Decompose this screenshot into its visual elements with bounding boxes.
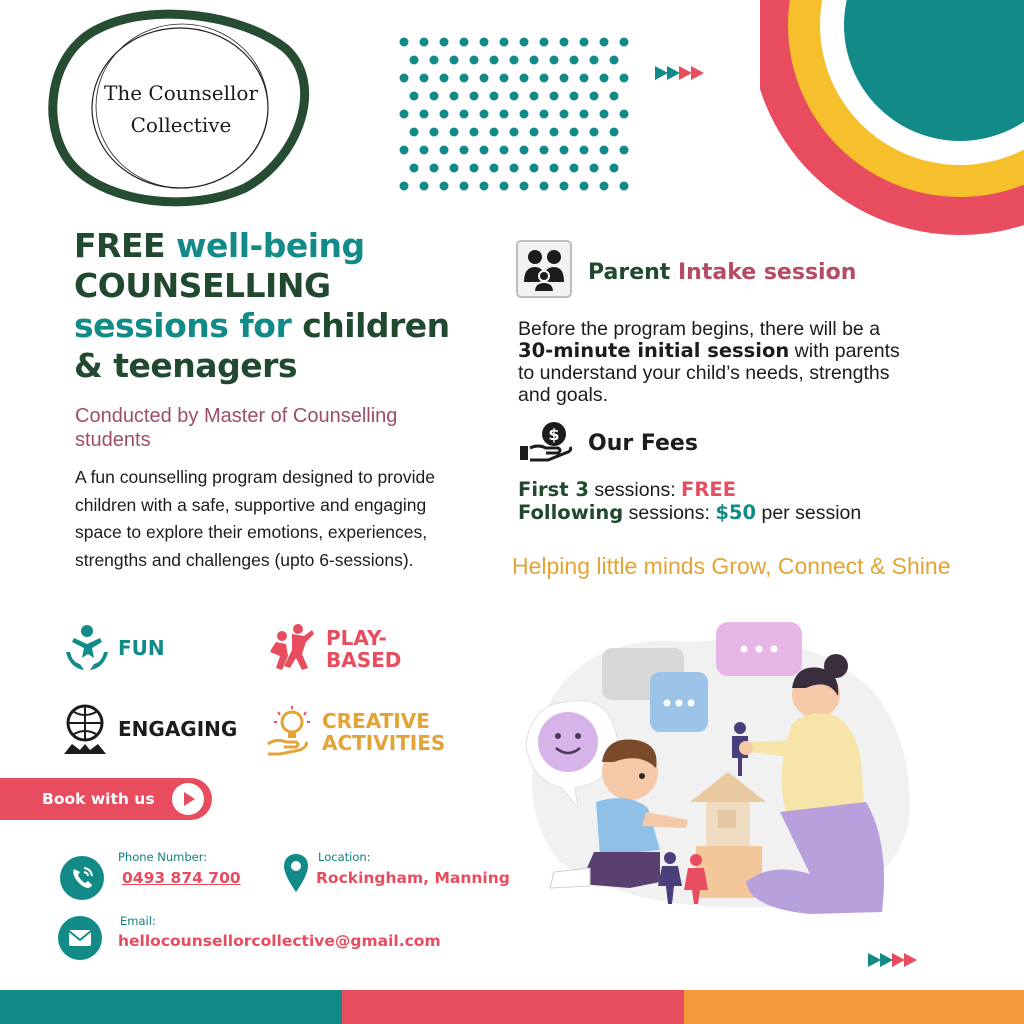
pattern-dot <box>500 182 509 191</box>
email-label: Email: <box>120 914 156 928</box>
pattern-dot <box>460 74 469 83</box>
family-icon <box>516 240 572 298</box>
pattern-dot <box>520 110 529 119</box>
pattern-dot <box>520 146 529 155</box>
pattern-dot <box>590 128 599 137</box>
location-pin-icon <box>284 854 308 892</box>
fees-line-following <box>518 502 918 525</box>
pattern-dot <box>610 56 619 65</box>
feature-fun <box>118 637 165 659</box>
location-label: Location: <box>318 850 371 864</box>
feature-creative <box>322 710 445 754</box>
pattern-dot <box>400 38 409 47</box>
intake-description <box>518 318 918 406</box>
pattern-dot <box>560 146 569 155</box>
puzzle-globe-icon <box>62 704 108 756</box>
play-icon <box>172 783 204 815</box>
pattern-dot <box>440 182 449 191</box>
phone-label: Phone Number: <box>118 850 208 864</box>
pattern-dot <box>530 164 539 173</box>
fees-line2-mid: sessions: <box>623 501 716 524</box>
pattern-dot <box>460 110 469 119</box>
pattern-dot <box>570 92 579 101</box>
pattern-dot <box>420 74 429 83</box>
pattern-dot <box>620 110 629 119</box>
headline-sessions-for: sessions for <box>74 306 303 345</box>
pattern-dot <box>580 38 589 47</box>
pattern-dot <box>510 128 519 137</box>
pattern-dot <box>430 164 439 173</box>
pattern-dot <box>610 92 619 101</box>
logo-text-line1: The Counsellor <box>103 81 258 105</box>
pattern-dot <box>590 164 599 173</box>
pattern-dot <box>410 164 419 173</box>
rainbow-rings <box>760 0 1024 240</box>
program-description: A fun counselling program designed to provide children with a safe, supportive and engaging space to explore their emotions, experiences, strengths and challenges (upto 6-sessions). <box>75 467 435 570</box>
pattern-dot <box>520 182 529 191</box>
pattern-dot <box>410 56 419 65</box>
pattern-dot <box>600 182 609 191</box>
pattern-dot <box>470 164 479 173</box>
fees-lines <box>518 479 918 524</box>
headline <box>74 226 494 386</box>
pattern-dot <box>480 182 489 191</box>
pattern-dot <box>610 164 619 173</box>
pattern-dot <box>440 74 449 83</box>
headline-teenagers: & teenagers <box>74 346 297 385</box>
footer-band-orange <box>684 990 1024 1024</box>
pattern-dot <box>510 92 519 101</box>
pattern-dot <box>550 56 559 65</box>
pattern-dot <box>460 182 469 191</box>
intake-title <box>588 260 856 285</box>
fees-title: Our Fees <box>588 431 698 456</box>
pattern-dot <box>620 182 629 191</box>
pattern-dot <box>560 74 569 83</box>
arrow-decoration-bottom <box>868 953 916 967</box>
pattern-dot <box>440 146 449 155</box>
pattern-dot <box>420 146 429 155</box>
pattern-dot <box>440 38 449 47</box>
pattern-dot <box>450 56 459 65</box>
pattern-dot <box>490 92 499 101</box>
feature-play-based-line2: BASED <box>326 648 402 672</box>
fees-price-value: $50 <box>715 500 757 524</box>
feature-creative-line1: CREATIVE <box>322 709 430 733</box>
headline-children: children <box>302 306 450 345</box>
pattern-dot <box>580 146 589 155</box>
pattern-dot <box>440 110 449 119</box>
illustration-mother-child-playing <box>510 612 920 922</box>
pattern-dot <box>490 56 499 65</box>
phone-number-link[interactable]: 0493 874 700 <box>122 869 241 887</box>
pattern-dot <box>530 92 539 101</box>
pattern-dot <box>540 146 549 155</box>
pattern-dot <box>570 56 579 65</box>
pattern-dot <box>550 128 559 137</box>
pattern-dot <box>420 110 429 119</box>
intake-text-bold: 30-minute initial session <box>518 339 790 362</box>
intake-title-parent: Parent <box>588 260 678 285</box>
pattern-dot <box>420 182 429 191</box>
pattern-dot <box>600 74 609 83</box>
pattern-dot <box>550 164 559 173</box>
pattern-dot <box>450 164 459 173</box>
pattern-dot <box>480 38 489 47</box>
pattern-dot <box>510 56 519 65</box>
pattern-dot <box>550 92 559 101</box>
intake-text-after: with parents to understand your child’s needs, strengths and goals. <box>518 340 900 406</box>
pattern-dot <box>490 128 499 137</box>
fees-hand-coin-icon <box>518 420 574 464</box>
footer-band-teal <box>0 990 342 1024</box>
pattern-dot <box>470 128 479 137</box>
phone-icon <box>60 856 104 900</box>
pattern-dot <box>600 38 609 47</box>
dot-pattern <box>396 34 636 194</box>
pattern-dot <box>620 146 629 155</box>
pattern-dot <box>540 182 549 191</box>
pattern-dot <box>590 56 599 65</box>
pattern-dot <box>560 110 569 119</box>
feature-engaging <box>118 718 237 740</box>
feature-play-based-line1: PLAY- <box>326 626 387 650</box>
pattern-dot <box>480 74 489 83</box>
pattern-dot <box>430 56 439 65</box>
headline-counselling: COUNSELLING <box>74 266 331 305</box>
pattern-dot <box>430 92 439 101</box>
email-icon <box>58 916 102 960</box>
headline-wellbeing: well-being <box>176 226 365 265</box>
email-address-link[interactable]: hellocounsellorcollective@gmail.com <box>118 932 441 950</box>
pattern-dot <box>470 92 479 101</box>
pattern-dot <box>540 74 549 83</box>
pattern-dot <box>510 164 519 173</box>
footer-band-coral <box>342 990 684 1024</box>
fees-first-3: First 3 <box>518 478 589 501</box>
pattern-dot <box>580 182 589 191</box>
book-with-us-button[interactable] <box>0 778 212 820</box>
pattern-dot <box>600 110 609 119</box>
pattern-dot <box>470 56 479 65</box>
feature-fun-label: FUN <box>118 636 165 660</box>
logo-mark <box>40 8 310 208</box>
play-figures-icon <box>268 622 314 674</box>
pattern-dot <box>400 110 409 119</box>
pattern-dot <box>520 74 529 83</box>
pattern-dot <box>540 110 549 119</box>
pattern-dot <box>530 128 539 137</box>
pattern-dot <box>560 182 569 191</box>
pattern-dot <box>460 146 469 155</box>
headline-free: FREE <box>74 226 177 265</box>
pattern-dot <box>500 74 509 83</box>
pattern-dot <box>560 38 569 47</box>
pattern-dot <box>400 74 409 83</box>
pattern-dot <box>570 128 579 137</box>
pattern-dot <box>580 74 589 83</box>
pattern-dot <box>530 56 539 65</box>
pattern-dot <box>430 128 439 137</box>
svg-text:$: $ <box>548 425 560 444</box>
pattern-dot <box>620 38 629 47</box>
logo-text-line2: Collective <box>130 113 232 137</box>
pattern-dot <box>540 38 549 47</box>
pattern-dot <box>450 128 459 137</box>
pattern-dot <box>460 38 469 47</box>
fees-following: Following <box>518 500 624 524</box>
feature-play-based <box>326 627 401 671</box>
fees-free-value: FREE <box>681 478 737 501</box>
fees-line1-mid: sessions: <box>588 479 682 501</box>
pattern-dot <box>520 38 529 47</box>
intake-text-before: Before the program begins, there will be a <box>518 318 881 340</box>
lightbulb-hand-icon <box>266 706 312 758</box>
pattern-dot <box>590 92 599 101</box>
children-icon <box>64 622 110 674</box>
pattern-dot <box>490 164 499 173</box>
fees-line-first <box>518 479 918 502</box>
pattern-dot <box>400 146 409 155</box>
pattern-dot <box>500 38 509 47</box>
location-value: Rockingham, Manning <box>316 869 510 887</box>
pattern-dot <box>400 182 409 191</box>
feature-creative-line2: ACTIVITIES <box>322 731 446 755</box>
pattern-dot <box>420 38 429 47</box>
intake-title-session: Intake session <box>678 260 857 285</box>
pattern-dot <box>500 146 509 155</box>
pattern-dot <box>570 164 579 173</box>
pattern-dot <box>610 128 619 137</box>
feature-engaging-label: ENGAGING <box>118 717 238 741</box>
pattern-dot <box>600 146 609 155</box>
book-button-label: Book with us <box>42 790 155 808</box>
pattern-dot <box>500 110 509 119</box>
pattern-dot <box>450 92 459 101</box>
pattern-dot <box>620 74 629 83</box>
pattern-dot <box>480 110 489 119</box>
pattern-dot <box>410 92 419 101</box>
fees-line2-tail: per session <box>756 501 862 524</box>
conducted-by-text: Conducted by Master of Counselling students <box>75 405 398 451</box>
tagline: Helping little minds Grow, Connect & Shine <box>512 553 951 579</box>
arrow-decoration-top <box>655 66 703 80</box>
pattern-dot <box>480 146 489 155</box>
pattern-dot <box>410 128 419 137</box>
pattern-dot <box>580 110 589 119</box>
